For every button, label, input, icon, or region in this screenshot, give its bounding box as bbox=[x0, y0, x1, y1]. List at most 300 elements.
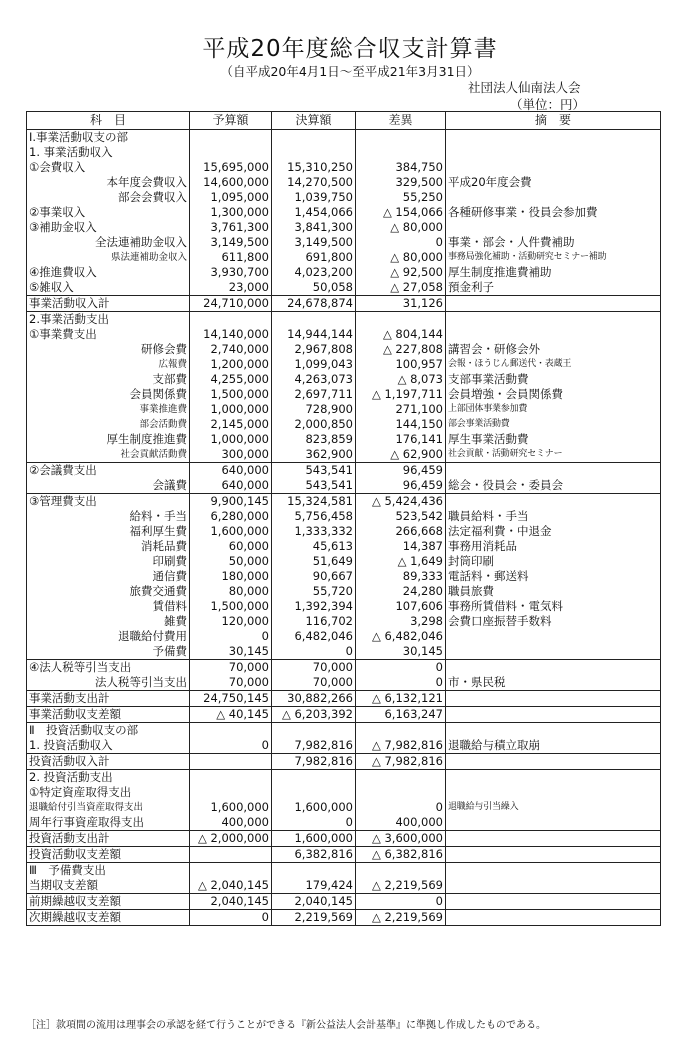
row-difference: 55,250 bbox=[356, 190, 446, 205]
row-difference: △ 3,600,000 bbox=[356, 831, 446, 847]
row-remarks bbox=[446, 878, 661, 894]
row-difference: △ 80,000 bbox=[356, 220, 446, 235]
row-actual bbox=[272, 145, 356, 160]
table-row bbox=[27, 569, 661, 584]
row-difference bbox=[356, 723, 446, 739]
row-remarks bbox=[446, 910, 661, 926]
row-label: 1. 事業活動収入 bbox=[27, 145, 190, 160]
row-budget: 120,000 bbox=[190, 614, 272, 629]
row-budget: 70,000 bbox=[190, 660, 272, 676]
row-budget: 30,145 bbox=[190, 644, 272, 660]
table-row bbox=[27, 357, 661, 372]
row-actual: 30,882,266 bbox=[272, 691, 356, 707]
row-remarks bbox=[446, 770, 661, 786]
row-budget: 24,710,000 bbox=[190, 296, 272, 312]
row-difference bbox=[356, 145, 446, 160]
row-remarks bbox=[446, 130, 661, 146]
header-difference: 差異 bbox=[356, 112, 446, 130]
row-label: ④推進費収入 bbox=[27, 265, 190, 280]
row-budget: 2,740,000 bbox=[190, 342, 272, 357]
table-row bbox=[27, 584, 661, 599]
row-label: 広報費 bbox=[27, 357, 190, 372]
row-actual: 14,270,500 bbox=[272, 175, 356, 190]
row-budget: 24,750,145 bbox=[190, 691, 272, 707]
row-label: ①事業費支出 bbox=[27, 327, 190, 342]
row-difference: △ 7,982,816 bbox=[356, 754, 446, 770]
row-remarks: 講習会・研修会外 bbox=[446, 342, 661, 357]
organization-name: 社団法人仙南法人会 bbox=[468, 80, 581, 95]
row-difference: 30,145 bbox=[356, 644, 446, 660]
table-row bbox=[27, 539, 661, 554]
row-actual: 70,000 bbox=[272, 660, 356, 676]
row-actual: 15,324,581 bbox=[272, 494, 356, 510]
row-difference: △ 1,197,711 bbox=[356, 387, 446, 402]
row-label: ②会議費支出 bbox=[27, 463, 190, 479]
table-row bbox=[27, 402, 661, 417]
row-remarks bbox=[446, 847, 661, 863]
row-actual: 6,382,816 bbox=[272, 847, 356, 863]
row-label: 県法連補助金収入 bbox=[27, 250, 190, 265]
row-label: 法人税等引当支出 bbox=[27, 675, 190, 691]
row-difference: △ 27,058 bbox=[356, 280, 446, 296]
row-difference: 0 bbox=[356, 894, 446, 910]
row-actual: 6,482,046 bbox=[272, 629, 356, 644]
row-difference: 0 bbox=[356, 235, 446, 250]
row-budget: △ 40,145 bbox=[190, 707, 272, 723]
row-label: 投資活動支出計 bbox=[27, 831, 190, 847]
row-difference: 523,542 bbox=[356, 509, 446, 524]
table-row bbox=[27, 770, 661, 786]
table-row bbox=[27, 175, 661, 190]
table-row bbox=[27, 815, 661, 831]
row-actual: 50,058 bbox=[272, 280, 356, 296]
table-row bbox=[27, 342, 661, 357]
row-label: 研修会費 bbox=[27, 342, 190, 357]
table-row bbox=[27, 447, 661, 463]
row-budget: 6,280,000 bbox=[190, 509, 272, 524]
row-label: 2. 投資活動支出 bbox=[27, 770, 190, 786]
row-label: 2.事業活動支出 bbox=[27, 312, 190, 328]
row-remarks: 事務用消耗品 bbox=[446, 539, 661, 554]
table-row bbox=[27, 723, 661, 739]
row-budget: 1,600,000 bbox=[190, 524, 272, 539]
row-budget: 60,000 bbox=[190, 539, 272, 554]
row-difference: △ 80,000 bbox=[356, 250, 446, 265]
row-difference: △ 5,424,436 bbox=[356, 494, 446, 510]
table-row bbox=[27, 235, 661, 250]
row-difference bbox=[356, 863, 446, 879]
row-difference: 0 bbox=[356, 800, 446, 815]
row-actual bbox=[272, 785, 356, 800]
row-remarks bbox=[446, 190, 661, 205]
row-remarks bbox=[446, 327, 661, 342]
table-row bbox=[27, 205, 661, 220]
row-budget: △ 2,000,000 bbox=[190, 831, 272, 847]
table-row bbox=[27, 160, 661, 175]
row-budget: △ 2,040,145 bbox=[190, 878, 272, 894]
row-remarks bbox=[446, 312, 661, 328]
row-budget: 1,600,000 bbox=[190, 800, 272, 815]
row-budget: 640,000 bbox=[190, 463, 272, 479]
header-actual: 決算額 bbox=[272, 112, 356, 130]
table-row bbox=[27, 847, 661, 863]
row-label: 部会活動費 bbox=[27, 417, 190, 432]
table-row bbox=[27, 478, 661, 494]
row-actual: 90,667 bbox=[272, 569, 356, 584]
table-row bbox=[27, 644, 661, 660]
row-budget: 1,500,000 bbox=[190, 599, 272, 614]
row-budget: 70,000 bbox=[190, 675, 272, 691]
table-row bbox=[27, 312, 661, 328]
table-row bbox=[27, 296, 661, 312]
row-remarks: 総会・役員会・委員会 bbox=[446, 478, 661, 494]
row-actual: 55,720 bbox=[272, 584, 356, 599]
row-label: 退職給付引当資産取得支出 bbox=[27, 800, 190, 815]
row-actual: 2,219,569 bbox=[272, 910, 356, 926]
row-budget bbox=[190, 312, 272, 328]
row-difference: △ 2,219,569 bbox=[356, 910, 446, 926]
row-remarks bbox=[446, 785, 661, 800]
row-remarks: 職員給料・手当 bbox=[446, 509, 661, 524]
table-row bbox=[27, 417, 661, 432]
row-budget: 9,900,145 bbox=[190, 494, 272, 510]
row-remarks bbox=[446, 494, 661, 510]
row-budget: 2,040,145 bbox=[190, 894, 272, 910]
row-actual bbox=[272, 130, 356, 146]
header-budget: 予算額 bbox=[190, 112, 272, 130]
row-remarks bbox=[446, 863, 661, 879]
row-difference bbox=[356, 770, 446, 786]
row-actual: 179,424 bbox=[272, 878, 356, 894]
table-row bbox=[27, 675, 661, 691]
row-remarks: 市・県民税 bbox=[446, 675, 661, 691]
table-row bbox=[27, 327, 661, 342]
row-difference: 89,333 bbox=[356, 569, 446, 584]
row-actual: 0 bbox=[272, 815, 356, 831]
row-label: 賃借料 bbox=[27, 599, 190, 614]
table-row bbox=[27, 130, 661, 146]
row-label: 前期繰越収支差額 bbox=[27, 894, 190, 910]
row-difference: △ 804,144 bbox=[356, 327, 446, 342]
row-remarks: 事業・部会・人件費補助 bbox=[446, 235, 661, 250]
row-budget: 611,800 bbox=[190, 250, 272, 265]
table-row bbox=[27, 494, 661, 510]
row-label: 旅費交通費 bbox=[27, 584, 190, 599]
row-remarks bbox=[446, 894, 661, 910]
row-label: ②事業収入 bbox=[27, 205, 190, 220]
row-difference: 384,750 bbox=[356, 160, 446, 175]
row-difference: △ 6,382,816 bbox=[356, 847, 446, 863]
table-row bbox=[27, 432, 661, 447]
row-actual: 691,800 bbox=[272, 250, 356, 265]
row-budget: 3,149,500 bbox=[190, 235, 272, 250]
row-budget: 0 bbox=[190, 629, 272, 644]
row-budget: 0 bbox=[190, 910, 272, 926]
row-actual: 5,756,458 bbox=[272, 509, 356, 524]
row-label: 社会貢献活動費 bbox=[27, 447, 190, 463]
row-actual: 116,702 bbox=[272, 614, 356, 629]
row-difference: 329,500 bbox=[356, 175, 446, 190]
row-label: Ⅱ 投資活動収支の部 bbox=[27, 723, 190, 739]
row-remarks: 封筒印刷 bbox=[446, 554, 661, 569]
row-budget: 4,255,000 bbox=[190, 372, 272, 387]
row-label: 会議費 bbox=[27, 478, 190, 494]
row-budget: 50,000 bbox=[190, 554, 272, 569]
row-remarks: 会費口座振替手数料 bbox=[446, 614, 661, 629]
row-difference bbox=[356, 130, 446, 146]
row-budget: 0 bbox=[190, 738, 272, 754]
row-label: 印刷費 bbox=[27, 554, 190, 569]
row-difference: 107,606 bbox=[356, 599, 446, 614]
row-remarks bbox=[446, 691, 661, 707]
row-difference: △ 6,132,121 bbox=[356, 691, 446, 707]
row-remarks: 会報・ほうじん郵送代・表蔵王 bbox=[446, 357, 661, 372]
row-label: 厚生制度推進費 bbox=[27, 432, 190, 447]
table-row bbox=[27, 910, 661, 926]
row-difference: 14,387 bbox=[356, 539, 446, 554]
row-difference: △ 1,649 bbox=[356, 554, 446, 569]
row-difference: △ 2,219,569 bbox=[356, 878, 446, 894]
row-label: 給料・手当 bbox=[27, 509, 190, 524]
row-remarks: 支部事業活動費 bbox=[446, 372, 661, 387]
row-remarks bbox=[446, 707, 661, 723]
row-budget bbox=[190, 863, 272, 879]
table-row bbox=[27, 863, 661, 879]
table-row bbox=[27, 509, 661, 524]
row-remarks: 職員旅費 bbox=[446, 584, 661, 599]
row-remarks: 事務所賃借料・電気料 bbox=[446, 599, 661, 614]
row-actual: 2,967,808 bbox=[272, 342, 356, 357]
row-remarks: 退職給与積立取崩 bbox=[446, 738, 661, 754]
row-label: 投資活動収支差額 bbox=[27, 847, 190, 863]
row-remarks bbox=[446, 220, 661, 235]
row-actual: 2,000,850 bbox=[272, 417, 356, 432]
row-actual bbox=[272, 312, 356, 328]
row-budget bbox=[190, 754, 272, 770]
row-difference: △ 62,900 bbox=[356, 447, 446, 463]
row-budget: 1,000,000 bbox=[190, 432, 272, 447]
row-label: 本年度会費収入 bbox=[27, 175, 190, 190]
table-row bbox=[27, 800, 661, 815]
row-actual bbox=[272, 770, 356, 786]
row-actual: 543,541 bbox=[272, 478, 356, 494]
row-remarks: 事務局強化補助・活動研究セミナー補助 bbox=[446, 250, 661, 265]
row-budget: 80,000 bbox=[190, 584, 272, 599]
row-difference: 176,141 bbox=[356, 432, 446, 447]
row-budget bbox=[190, 130, 272, 146]
row-actual: 362,900 bbox=[272, 447, 356, 463]
row-budget: 1,000,000 bbox=[190, 402, 272, 417]
table-row bbox=[27, 599, 661, 614]
row-remarks bbox=[446, 660, 661, 676]
row-budget: 3,761,300 bbox=[190, 220, 272, 235]
row-remarks: 上部団体事業参加費 bbox=[446, 402, 661, 417]
row-actual: 1,099,043 bbox=[272, 357, 356, 372]
row-budget: 400,000 bbox=[190, 815, 272, 831]
table-row bbox=[27, 738, 661, 754]
row-label: 周年行事資産取得支出 bbox=[27, 815, 190, 831]
row-difference bbox=[356, 785, 446, 800]
row-remarks bbox=[446, 463, 661, 479]
row-remarks: 各種研修事業・役員会参加費 bbox=[446, 205, 661, 220]
row-difference: △ 8,073 bbox=[356, 372, 446, 387]
row-remarks bbox=[446, 629, 661, 644]
row-actual: 7,982,816 bbox=[272, 738, 356, 754]
row-budget: 1,095,000 bbox=[190, 190, 272, 205]
row-actual: △ 6,203,392 bbox=[272, 707, 356, 723]
row-budget bbox=[190, 847, 272, 863]
row-budget: 23,000 bbox=[190, 280, 272, 296]
row-budget: 1,500,000 bbox=[190, 387, 272, 402]
row-remarks: 社会貢献・活動研究セミナー bbox=[446, 447, 661, 463]
row-difference: △ 154,066 bbox=[356, 205, 446, 220]
row-label: 消耗品費 bbox=[27, 539, 190, 554]
header-remarks: 摘 要 bbox=[446, 112, 661, 130]
table-row bbox=[27, 785, 661, 800]
row-budget bbox=[190, 145, 272, 160]
row-budget: 2,145,000 bbox=[190, 417, 272, 432]
row-budget: 14,140,000 bbox=[190, 327, 272, 342]
table-row bbox=[27, 190, 661, 205]
row-label: Ⅰ.事業活動収支の部 bbox=[27, 130, 190, 146]
table-row bbox=[27, 250, 661, 265]
table-row bbox=[27, 554, 661, 569]
table-row bbox=[27, 265, 661, 280]
row-difference: 266,668 bbox=[356, 524, 446, 539]
row-remarks bbox=[446, 644, 661, 660]
row-actual: 1,039,750 bbox=[272, 190, 356, 205]
table-row bbox=[27, 707, 661, 723]
row-difference: 31,126 bbox=[356, 296, 446, 312]
row-label: Ⅲ 予備費支出 bbox=[27, 863, 190, 879]
footnote: ［注］款項間の流用は理事会の承認を経て行うことができる『新公益法人会計基準』に準拠し作成したものである。 bbox=[26, 1020, 546, 1031]
table-body bbox=[27, 130, 661, 926]
table-row bbox=[27, 660, 661, 676]
row-label: ③補助金収入 bbox=[27, 220, 190, 235]
income-statement-table bbox=[26, 111, 661, 926]
row-actual: 1,600,000 bbox=[272, 800, 356, 815]
row-actual: 1,600,000 bbox=[272, 831, 356, 847]
table-row bbox=[27, 387, 661, 402]
row-label: 支部費 bbox=[27, 372, 190, 387]
row-label: 1. 投資活動収入 bbox=[27, 738, 190, 754]
row-actual: 543,541 bbox=[272, 463, 356, 479]
row-actual bbox=[272, 723, 356, 739]
row-budget: 300,000 bbox=[190, 447, 272, 463]
row-remarks: 退職給与引当繰入 bbox=[446, 800, 661, 815]
row-label: 通信費 bbox=[27, 569, 190, 584]
table-row bbox=[27, 280, 661, 296]
row-actual: 1,392,394 bbox=[272, 599, 356, 614]
row-difference: 96,459 bbox=[356, 478, 446, 494]
row-remarks: 厚生事業活動費 bbox=[446, 432, 661, 447]
row-label: 次期繰越収支差額 bbox=[27, 910, 190, 926]
document-title: 平成20年度総合収支計算書 bbox=[202, 36, 498, 62]
row-difference: 96,459 bbox=[356, 463, 446, 479]
row-actual: 2,697,711 bbox=[272, 387, 356, 402]
row-remarks bbox=[446, 723, 661, 739]
row-label: 当期収支差額 bbox=[27, 878, 190, 894]
table-row bbox=[27, 463, 661, 479]
table-row bbox=[27, 831, 661, 847]
row-budget: 14,600,000 bbox=[190, 175, 272, 190]
row-budget: 1,300,000 bbox=[190, 205, 272, 220]
row-budget: 3,930,700 bbox=[190, 265, 272, 280]
row-actual: 70,000 bbox=[272, 675, 356, 691]
row-budget: 180,000 bbox=[190, 569, 272, 584]
row-difference: 0 bbox=[356, 660, 446, 676]
row-remarks: 法定福利費・中退金 bbox=[446, 524, 661, 539]
table-row bbox=[27, 145, 661, 160]
row-actual: 823,859 bbox=[272, 432, 356, 447]
table-row bbox=[27, 220, 661, 235]
row-remarks bbox=[446, 815, 661, 831]
row-difference: △ 7,982,816 bbox=[356, 738, 446, 754]
row-remarks: 厚生制度推進費補助 bbox=[446, 265, 661, 280]
row-label: ③管理費支出 bbox=[27, 494, 190, 510]
row-actual: 51,649 bbox=[272, 554, 356, 569]
row-label: ⑤雑収入 bbox=[27, 280, 190, 296]
row-actual: 3,149,500 bbox=[272, 235, 356, 250]
row-actual: 1,333,332 bbox=[272, 524, 356, 539]
row-label: ④法人税等引当支出 bbox=[27, 660, 190, 676]
row-label: ①特定資産取得支出 bbox=[27, 785, 190, 800]
row-label: 会員関係費 bbox=[27, 387, 190, 402]
row-difference: 144,150 bbox=[356, 417, 446, 432]
row-label: 事業活動収支差額 bbox=[27, 707, 190, 723]
row-actual: 7,982,816 bbox=[272, 754, 356, 770]
row-actual: 1,454,066 bbox=[272, 205, 356, 220]
row-label: 投資活動収入計 bbox=[27, 754, 190, 770]
row-remarks bbox=[446, 296, 661, 312]
row-label: ①会費収入 bbox=[27, 160, 190, 175]
table-row bbox=[27, 894, 661, 910]
row-actual: 24,678,874 bbox=[272, 296, 356, 312]
row-budget bbox=[190, 785, 272, 800]
row-difference: 100,957 bbox=[356, 357, 446, 372]
row-difference: △ 92,500 bbox=[356, 265, 446, 280]
row-remarks: 部会事業活動費 bbox=[446, 417, 661, 432]
fiscal-period: （自平成20年4月1日～至平成21年3月31日） bbox=[220, 64, 480, 79]
row-label: 部会会費収入 bbox=[27, 190, 190, 205]
row-remarks bbox=[446, 145, 661, 160]
row-actual: 4,023,200 bbox=[272, 265, 356, 280]
row-remarks bbox=[446, 754, 661, 770]
row-difference: △ 227,808 bbox=[356, 342, 446, 357]
row-difference: △ 6,482,046 bbox=[356, 629, 446, 644]
table-row bbox=[27, 372, 661, 387]
row-remarks: 会員増強・会員関係費 bbox=[446, 387, 661, 402]
row-remarks bbox=[446, 160, 661, 175]
row-label: 事業推進費 bbox=[27, 402, 190, 417]
row-budget: 640,000 bbox=[190, 478, 272, 494]
row-label: 予備費 bbox=[27, 644, 190, 660]
row-actual bbox=[272, 863, 356, 879]
row-actual: 14,944,144 bbox=[272, 327, 356, 342]
row-budget bbox=[190, 723, 272, 739]
row-difference: 271,100 bbox=[356, 402, 446, 417]
row-actual: 2,040,145 bbox=[272, 894, 356, 910]
row-actual: 4,263,073 bbox=[272, 372, 356, 387]
row-budget: 15,695,000 bbox=[190, 160, 272, 175]
table-row bbox=[27, 629, 661, 644]
row-label: 福利厚生費 bbox=[27, 524, 190, 539]
row-actual: 45,613 bbox=[272, 539, 356, 554]
row-actual: 15,310,250 bbox=[272, 160, 356, 175]
row-remarks: 預金利子 bbox=[446, 280, 661, 296]
row-label: 雑費 bbox=[27, 614, 190, 629]
table-header-row bbox=[27, 112, 661, 130]
